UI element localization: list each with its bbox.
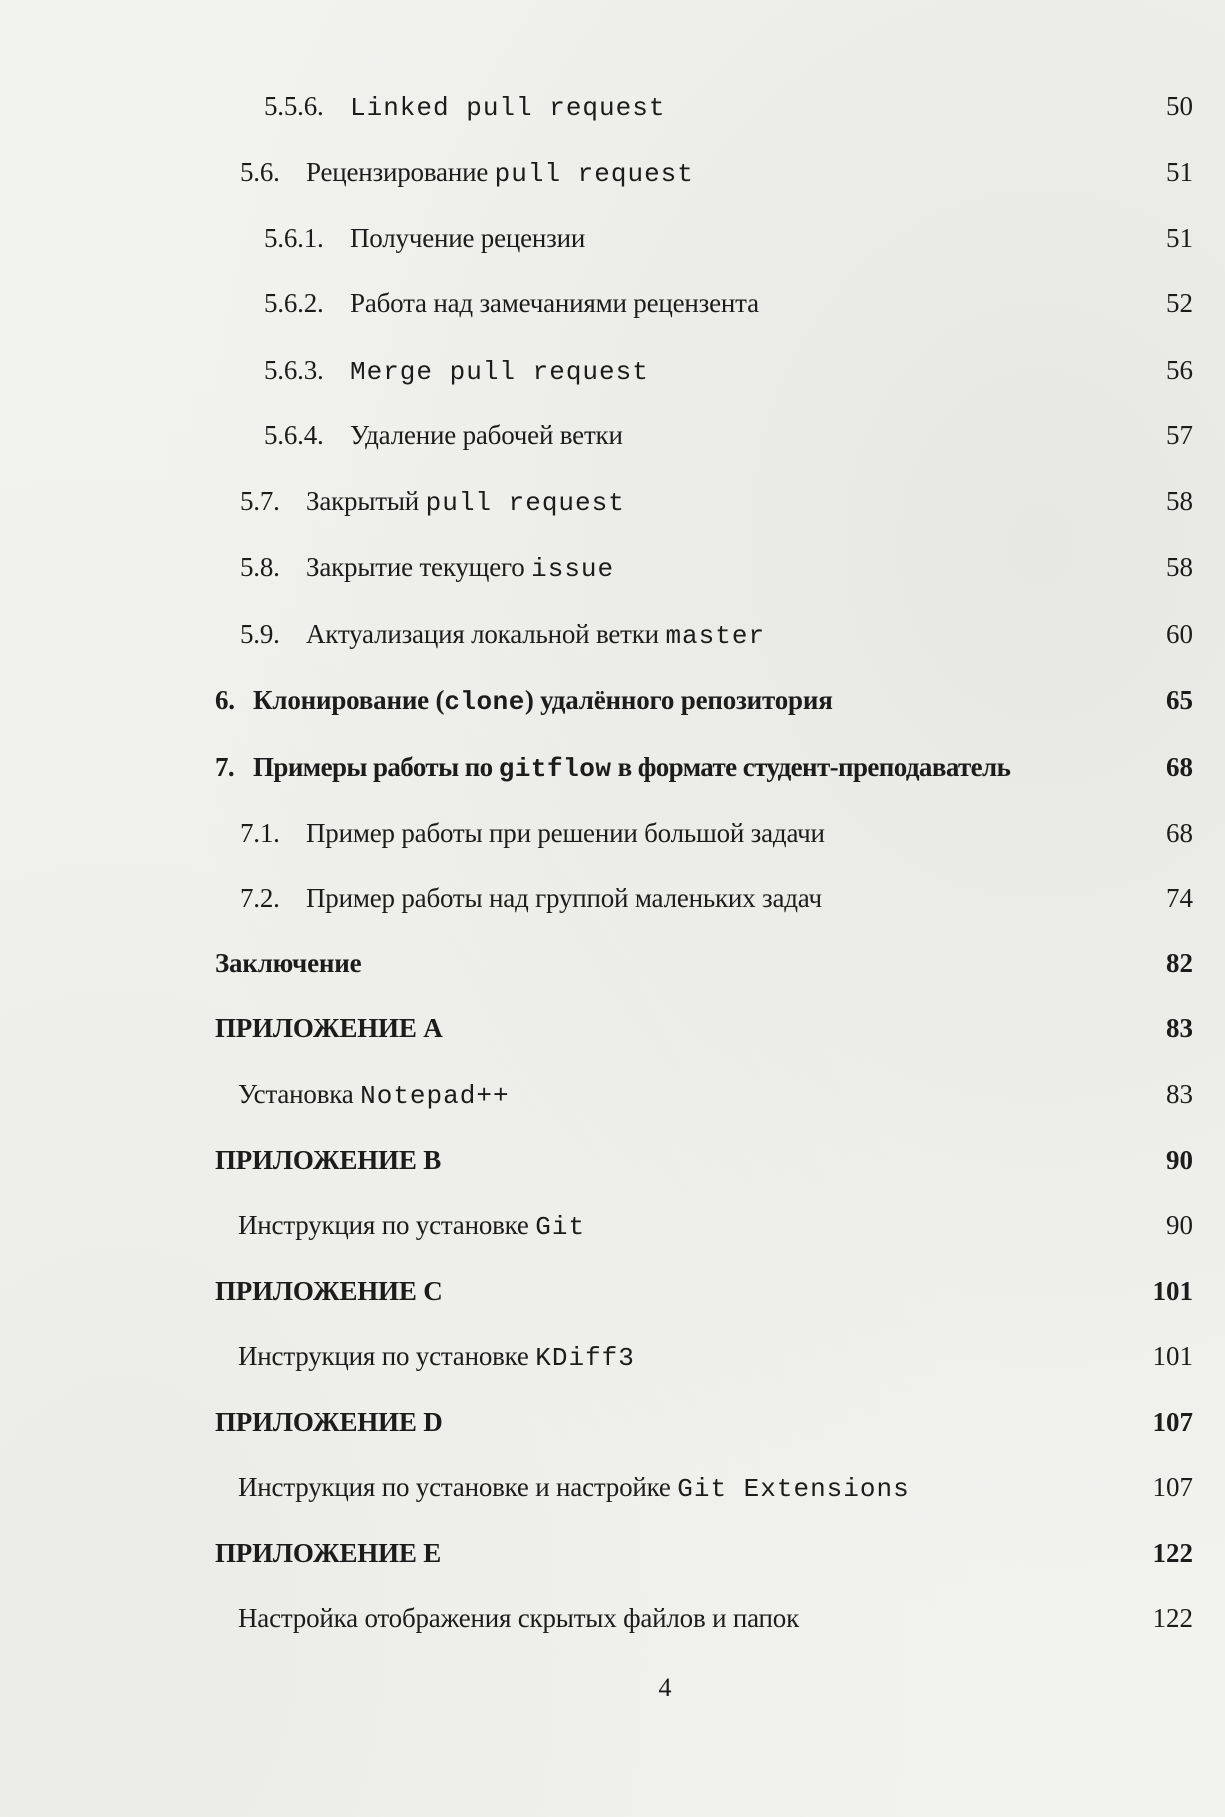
toc-entry [0,283,1225,333]
toc-entry-text: Пример работы при решении большой задачи [306,818,825,848]
toc-appendix [0,1533,1225,1583]
toc-entry [0,1598,1225,1648]
toc-entry-page: 90 [1166,1210,1193,1240]
toc-entry-title: Заключение [215,948,362,978]
toc-entry-text: Инструкция по установке [238,1210,536,1240]
toc-entry-number: 5.6.1. [264,223,324,253]
code-term: Git Extensions [677,1474,910,1504]
toc-entry-title [238,1074,510,1116]
toc-entry-title [264,86,665,128]
code-term: KDiff3 [535,1343,635,1373]
toc-entry-number: 5.6.4. [264,420,324,450]
toc-entry-page: 57 [1166,420,1193,450]
toc-entry-title [215,680,833,722]
toc-entry-title: ПРИЛОЖЕНИЕ В [215,1145,442,1175]
toc-entry [0,614,1225,664]
toc-entry-title [264,218,585,258]
toc-entry-number: 5.7. [240,486,280,516]
code-term: master [665,621,766,651]
toc-entry [0,1205,1225,1255]
toc-entry-text: Настройка отображения скрытых файлов и папок [238,1603,800,1633]
page-number: 4 [658,1673,672,1702]
toc-entry-text: в формате студент-преподаватель [611,752,1011,782]
toc-entry-page: 122 [1152,1603,1193,1633]
toc-appendix [0,1008,1225,1058]
toc-entry-page: 51 [1166,157,1193,187]
toc-entry-text: Пример работы над группой маленьких задач [306,883,822,913]
toc-entry-number: 6. [215,685,235,715]
toc-entry-number: 7.2. [240,883,280,913]
code-term: pull request [425,488,625,518]
toc-entry [0,218,1225,268]
toc-entry-title [240,481,625,523]
toc-entry-page: 101 [1152,1276,1193,1306]
toc-entry [0,878,1225,928]
toc-entry-title [264,415,623,455]
toc-chapter [0,680,1225,730]
toc-entry [0,1467,1225,1517]
toc-entry-title [264,350,649,392]
toc-entry-page: 56 [1166,355,1193,385]
toc-entry [0,547,1225,597]
code-term: issue [531,554,615,584]
toc-entry-text: Рецензирование [306,157,495,187]
toc-entry [0,152,1225,202]
toc-appendix [0,1140,1225,1190]
toc-entry-text: ) удалённого репозитория [524,685,833,715]
toc-entry-page: 68 [1166,818,1193,848]
toc-entry-text: Работа над замечаниями рецензента [350,288,759,318]
toc-entry [0,1336,1225,1386]
toc-entry-page: 107 [1152,1472,1193,1502]
code-term: Merge pull request [350,357,649,387]
toc-entry-page: 51 [1166,223,1193,253]
toc-entry-title [240,813,825,853]
toc-entry-text: Установка [238,1079,361,1109]
toc-entry-page: 101 [1152,1341,1193,1371]
toc-entry-page: 58 [1166,486,1193,516]
code-term: pull request [494,159,694,189]
toc-entry-page: 68 [1166,752,1193,782]
code-term: gitflow [498,754,612,784]
toc-entry [0,350,1225,400]
toc-entry-title [238,1336,635,1378]
code-term: Notepad++ [360,1081,510,1111]
toc-entry-page: 58 [1166,552,1193,582]
toc-entry [0,813,1225,863]
toc-entry-page: 65 [1166,685,1193,715]
toc-entry-page: 82 [1166,948,1193,978]
toc-entry-title [240,614,765,656]
code-term: clone [444,687,525,717]
toc-entry-title: ПРИЛОЖЕНИЕ D [215,1407,443,1437]
toc-entry-title [240,547,614,589]
toc-entry-text: Инструкция по установке и настройке [238,1472,678,1502]
toc-entry-title [238,1467,910,1509]
toc-entry-number: 5.5.6. [264,91,324,121]
toc-entry-text: Удаление рабочей ветки [350,420,623,450]
toc-entry-text: Закрытый [306,486,426,516]
toc-entry-number: 7.1. [240,818,280,848]
toc-entry [0,86,1225,136]
toc-chapter [0,747,1225,797]
toc-entry-number: 5.6.3. [264,355,324,385]
toc-entry-title: ПРИЛОЖЕНИЕ С [215,1276,443,1306]
toc-entry-title [240,152,694,194]
toc-entry [0,481,1225,531]
toc-entry-text: Актуализация локальной ветки [306,619,666,649]
toc-entry-text: Клонирование ( [253,685,445,715]
toc-entry-page: 83 [1166,1013,1193,1043]
toc-entry [0,415,1225,465]
toc-entry-title [238,1205,585,1247]
code-term: Git [535,1212,586,1242]
toc-entry-page: 74 [1166,883,1193,913]
toc-entry-number: 5.8. [240,552,280,582]
toc-entry-page: 122 [1152,1538,1193,1568]
toc-appendix [0,1402,1225,1452]
toc-appendix [0,1271,1225,1321]
toc-chapter [0,943,1225,993]
toc-entry-title: ПРИЛОЖЕНИЕ Е [215,1538,442,1568]
toc-entry-page: 50 [1166,91,1193,121]
toc-entry-text: Закрытие текущего [306,552,532,582]
toc-entry-number: 7. [215,752,235,782]
toc-entry-text: Инструкция по установке [238,1341,536,1371]
toc-entry-number: 5.9. [240,619,280,649]
toc-entry-page: 90 [1166,1145,1193,1175]
toc-entry-page: 52 [1166,288,1193,318]
toc-entry-number: 5.6. [240,157,280,187]
code-term: Linked pull request [350,93,666,123]
toc-entry-title [238,1598,799,1638]
toc-entry-number: 5.6.2. [264,288,324,318]
toc-entry-title [264,283,759,323]
toc-entry-title: ПРИЛОЖЕНИЕ А [215,1013,443,1043]
toc-entry-page: 60 [1166,619,1193,649]
toc-entry-page: 107 [1152,1407,1193,1437]
toc-entry-title [240,878,822,918]
toc-entry-page: 83 [1166,1079,1193,1109]
toc-entry-title [215,747,1010,789]
toc-entry-text: Примеры работы по [253,752,499,782]
toc-entry-text: Получение рецензии [350,223,586,253]
toc-entry [0,1074,1225,1124]
